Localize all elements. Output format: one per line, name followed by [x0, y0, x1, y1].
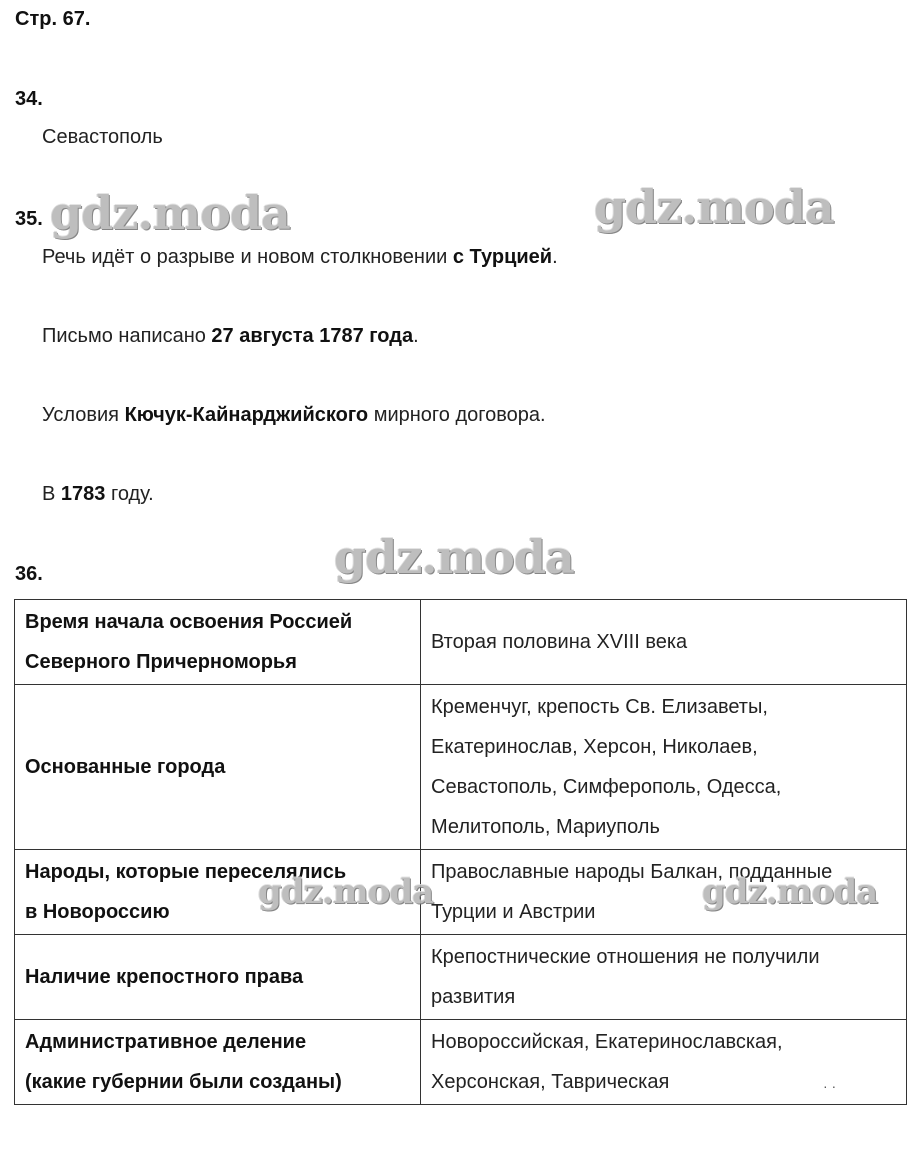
question-36-number: 36. [15, 563, 43, 585]
cell-line: в Новороссию [25, 901, 170, 923]
question-35-line-1 [42, 246, 558, 269]
cell-line: Кременчуг, крепость Св. Елизаветы, [431, 696, 768, 718]
line-text: . [552, 246, 558, 268]
cell-line: Мелитополь, Мариуполь [431, 816, 660, 838]
table-row [15, 935, 907, 1020]
cell-line: Народы, которые переселялись [25, 861, 347, 883]
cell-line: Административное деление [25, 1031, 307, 1053]
table-cell-value [421, 685, 907, 850]
line-text: В [42, 483, 61, 505]
cell-line: Крепостнические отношения не получили [431, 946, 820, 968]
line-text: Письмо написано [42, 325, 212, 347]
cell-line: Наличие крепостного права [25, 966, 304, 988]
cell-line: Основанные города [25, 756, 226, 778]
line-text: Условия [42, 404, 125, 426]
cell-line: Турции и Австрии [431, 901, 596, 923]
table-cell-value [421, 935, 907, 1020]
table-cell-key [15, 935, 421, 1020]
footer-mark: · · [823, 1078, 837, 1094]
question-35-number: 35. [15, 208, 43, 230]
table-cell-key [15, 600, 421, 685]
question-35-line-4 [42, 483, 154, 506]
table-cell-key [15, 685, 421, 850]
line-bold: 27 августа 1787 года [211, 325, 414, 347]
line-text: . [413, 325, 419, 347]
cell-line: Северного Причерноморья [25, 651, 297, 673]
line-bold: Кючук-Кайнарджийского [124, 404, 369, 426]
cell-line: Новороссийская, Екатеринославская, [431, 1031, 783, 1053]
watermark: gdz.moda [258, 872, 434, 912]
cell-line: Время начала освоения Россией [25, 611, 353, 633]
question-34-answer: Севастополь [42, 126, 163, 148]
question-35-line-3 [42, 404, 546, 427]
table-cell-value [421, 600, 907, 685]
cell-line: (какие губернии были созданы) [25, 1071, 342, 1093]
page-label: Стр. 67. [15, 8, 91, 30]
watermark: gdz.moda [594, 180, 834, 234]
cell-line: Вторая половина XVIII века [431, 631, 688, 653]
watermark: gdz.moda [334, 530, 574, 584]
cell-line: развития [431, 986, 516, 1008]
table-row [15, 1020, 907, 1105]
question-34-number: 34. [15, 88, 43, 110]
cell-line: Севастополь, Симферополь, Одесса, [431, 776, 782, 798]
line-bold: 1783 [60, 483, 106, 505]
table-cell-key [15, 1020, 421, 1105]
watermark: gdz.moda [702, 872, 878, 912]
line-text: году. [105, 483, 154, 505]
line-text: Речь идёт о разрыве и новом столкновении [42, 246, 453, 268]
cell-line: Православные народы Балкан, подданные [431, 861, 833, 883]
line-bold: с Турцией [452, 246, 553, 268]
watermark: gdz.moda [50, 186, 290, 240]
table-row [15, 685, 907, 850]
line-text: мирного договора. [368, 404, 546, 426]
question-36-table [14, 599, 907, 1105]
table-row [15, 600, 907, 685]
question-35-line-2 [42, 325, 419, 348]
cell-line: Екатеринослав, Херсон, Николаев, [431, 736, 758, 758]
cell-line: Херсонская, Таврическая [431, 1071, 670, 1093]
